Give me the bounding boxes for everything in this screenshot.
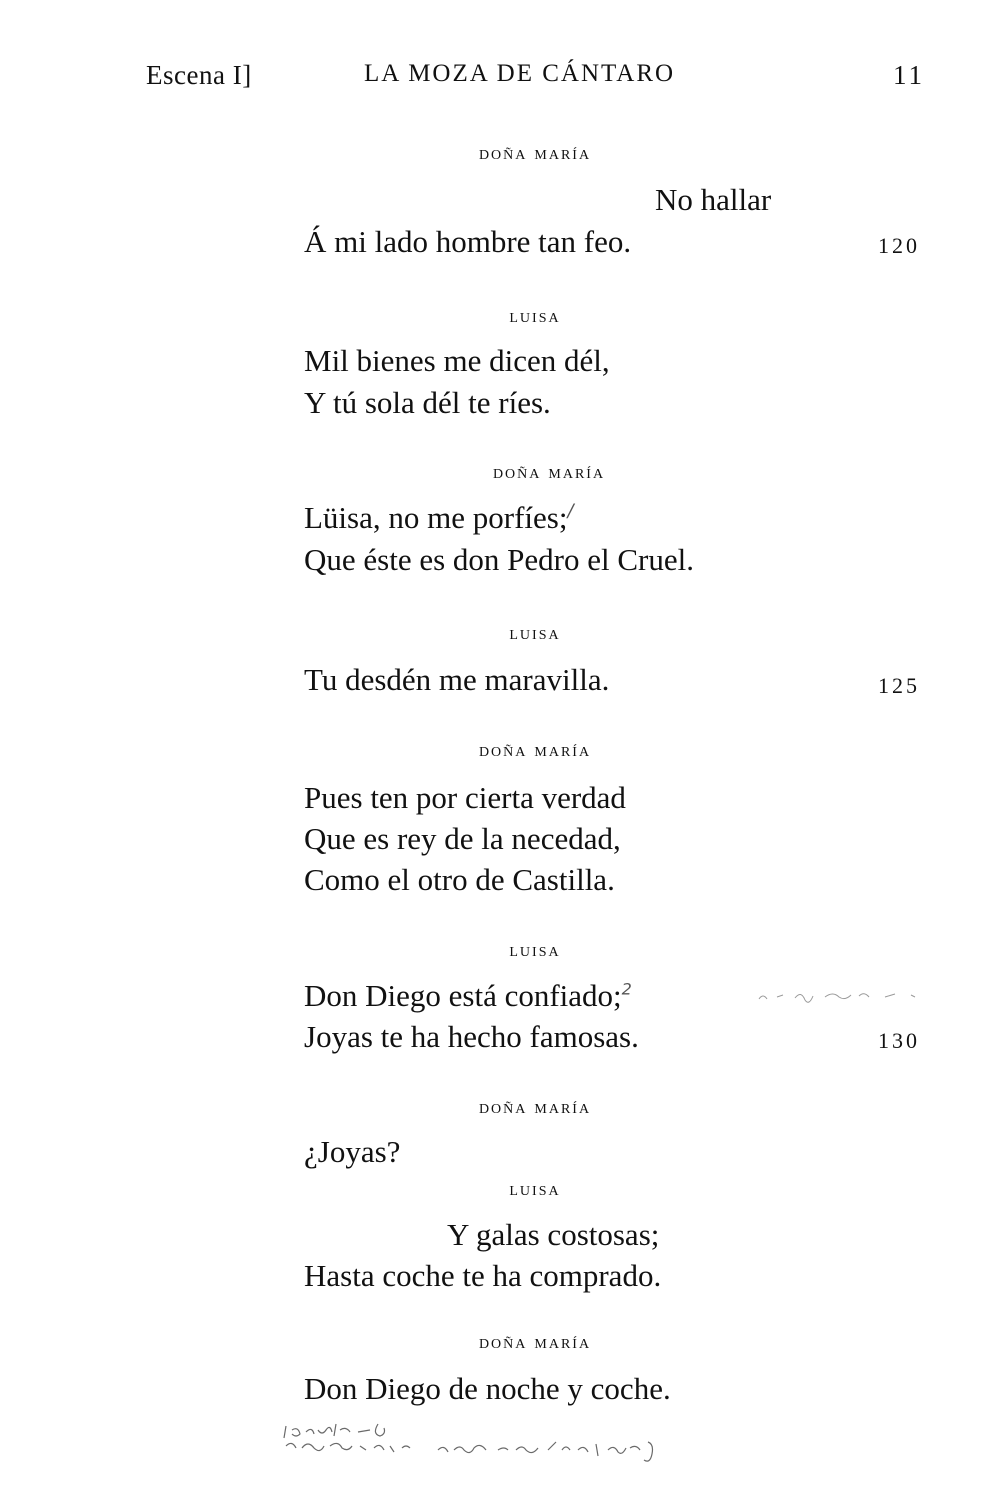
verse-line: No hallar xyxy=(655,182,772,217)
speaker-name: luisa xyxy=(509,939,561,961)
verse-line: Que éste es don Pedro el Cruel. xyxy=(304,542,694,577)
line-number: 130 xyxy=(878,1028,920,1053)
pencil-footnote-mark: 2 xyxy=(621,979,632,999)
speaker-name: doña maría xyxy=(478,739,592,761)
verse-line: Que es rey de la necedad, xyxy=(304,821,621,856)
verse-line: Y galas costosas; xyxy=(447,1217,660,1252)
verse-line: Pues ten por cierta verdad xyxy=(304,780,626,815)
speaker-name: luisa xyxy=(509,305,561,327)
speaker-name: doña maría xyxy=(478,1331,592,1353)
line-number: 125 xyxy=(878,673,920,698)
verse-line: Tu desdén me maravilla. xyxy=(304,662,610,697)
verse-line xyxy=(304,500,574,536)
verse-line: Y tú sola dél te ríes. xyxy=(304,385,551,420)
handwriting-strokes xyxy=(284,1424,653,1461)
pencil-footnote-mark: / xyxy=(567,500,574,522)
verse-text: Don Diego está confiado; xyxy=(304,978,622,1013)
scene-label: Escena I] xyxy=(146,60,252,90)
speaker-name: luisa xyxy=(509,622,561,644)
speaker-name: doña maría xyxy=(478,142,592,164)
verse-line: ¿Joyas? xyxy=(304,1134,401,1169)
verse-line: Como el otro de Castilla. xyxy=(304,862,615,897)
verse-line: Don Diego de noche y coche. xyxy=(304,1371,671,1406)
page-number: 11 xyxy=(893,60,925,90)
speaker-name: luisa xyxy=(509,1178,561,1200)
speaker-name: doña maría xyxy=(478,1096,592,1118)
pencil-scribble xyxy=(755,985,930,1007)
verse-line: Hasta coche te ha comprado. xyxy=(304,1258,662,1293)
speaker-name: doña maría xyxy=(492,461,606,483)
scribble-stroke xyxy=(759,994,915,1003)
verse-line: Mil bienes me dicen dél, xyxy=(304,343,610,378)
page-title: LA MOZA DE CÁNTARO xyxy=(364,60,676,87)
verse-line: Joyas te ha hecho famosas. xyxy=(304,1019,639,1054)
verse-line xyxy=(304,978,632,1014)
verse-line: Á mi lado hombre tan feo. xyxy=(304,224,632,259)
handwritten-note xyxy=(278,1420,698,1470)
line-number: 120 xyxy=(878,233,920,258)
verse-text: Lüisa, no me porfíes; xyxy=(304,500,568,535)
